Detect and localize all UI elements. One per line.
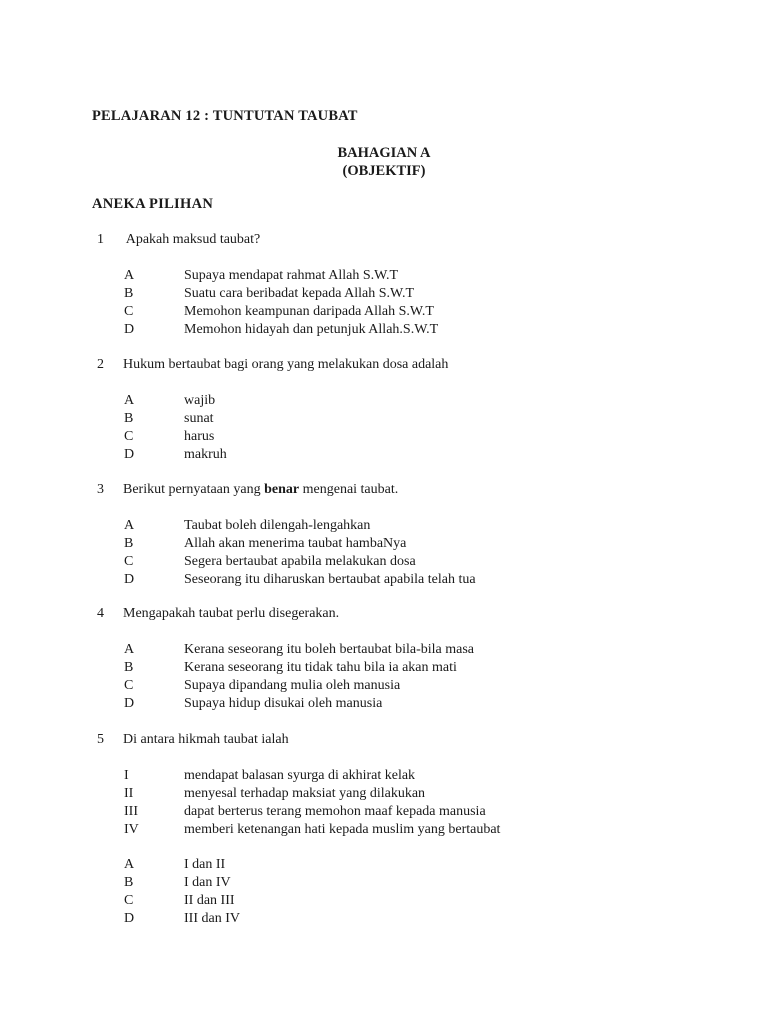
- question-number: 1: [97, 232, 104, 247]
- question-2: [97, 356, 737, 464]
- option-text: Memohon hidayah dan petunjuk Allah.S.W.T: [184, 322, 439, 337]
- option-text: Taubat boleh dilengah-lengahkan: [184, 518, 371, 533]
- question-stem: [97, 231, 737, 249]
- option-label: B: [124, 411, 134, 426]
- question-stem: [97, 356, 737, 374]
- question-number: 4: [97, 606, 104, 621]
- question-emphasis: benar: [264, 482, 300, 497]
- statement-label: III: [124, 804, 138, 819]
- option-label: D: [124, 447, 135, 462]
- option-text: Supaya mendapat rahmat Allah S.W.T: [184, 268, 399, 283]
- option-text: I dan IV: [184, 875, 231, 890]
- option-text: Supaya dipandang mulia oleh manusia: [184, 678, 401, 693]
- option-label: D: [124, 322, 135, 337]
- option-d: [97, 910, 737, 928]
- option-text: III dan IV: [184, 911, 240, 926]
- option-text: Memohon keampunan daripada Allah S.W.T: [184, 304, 434, 319]
- option-text: Seseorang itu diharuskan bertaubat apabila telah tua: [184, 572, 476, 587]
- question-text: Hukum bertaubat bagi orang yang melakukan dosa adalah: [123, 357, 449, 372]
- option-label: C: [124, 893, 134, 908]
- question-number: 5: [97, 732, 104, 747]
- option-a: [97, 392, 737, 410]
- option-b: [97, 874, 737, 892]
- question-stem: [97, 481, 737, 499]
- section-heading: [0, 144, 768, 180]
- option-label: B: [124, 286, 134, 301]
- option-c: [97, 303, 737, 321]
- option-text: wajib: [184, 393, 216, 408]
- option-text: I dan II: [184, 857, 226, 872]
- option-label: D: [124, 572, 135, 587]
- section-name: BAHAGIAN A: [337, 145, 431, 161]
- question-text: Apakah maksud taubat?: [123, 232, 261, 247]
- question-number: 3: [97, 482, 104, 497]
- option-label: A: [124, 642, 135, 657]
- question-text-end: mengenai taubat.: [299, 482, 399, 497]
- option-a: [97, 517, 737, 535]
- option-list: [97, 641, 737, 713]
- option-text: II dan III: [184, 893, 235, 908]
- question-text: Di antara hikmah taubat ialah: [123, 732, 289, 747]
- option-list: [97, 856, 737, 928]
- option-c: [97, 892, 737, 910]
- option-label: C: [124, 429, 134, 444]
- option-b: [97, 535, 737, 553]
- option-text: Segera bertaubat apabila melakukan dosa: [184, 554, 416, 569]
- option-a: [97, 267, 737, 285]
- lesson-title: PELAJARAN 12 : TUNTUTAN TAUBAT: [92, 108, 358, 124]
- option-d: [97, 321, 737, 339]
- option-c: [97, 428, 737, 446]
- statement-i: [97, 767, 737, 785]
- statement-iv: [97, 821, 737, 839]
- option-list: [97, 517, 737, 589]
- option-d: [97, 446, 737, 464]
- option-label: A: [124, 857, 135, 872]
- option-text: Kerana seseorang itu boleh bertaubat bila-bila masa: [184, 642, 474, 657]
- option-b: [97, 659, 737, 677]
- question-stem: [97, 605, 737, 623]
- option-text: harus: [184, 429, 215, 444]
- statement-label: II: [124, 786, 134, 801]
- option-c: [97, 553, 737, 571]
- option-text: sunat: [184, 411, 214, 426]
- question-3: [97, 481, 737, 589]
- option-label: C: [124, 554, 134, 569]
- statement-text: memberi ketenangan hati kepada muslim yang bertaubat: [184, 822, 501, 837]
- option-c: [97, 677, 737, 695]
- option-label: A: [124, 268, 135, 283]
- question-4: [97, 605, 737, 713]
- option-label: B: [124, 875, 134, 890]
- option-text: Allah akan menerima taubat hambaNya: [184, 536, 407, 551]
- option-a: [97, 641, 737, 659]
- question-text: Berikut pernyataan yang: [123, 482, 265, 497]
- statement-iii: [97, 803, 737, 821]
- statement-text: menyesal terhadap maksiat yang dilakukan: [184, 786, 426, 801]
- option-text: Suatu cara beribadat kepada Allah S.W.T: [184, 286, 415, 301]
- statement-label: IV: [124, 822, 139, 837]
- option-label: B: [124, 536, 134, 551]
- option-text: Kerana seseorang itu tidak tahu bila ia akan mati: [184, 660, 457, 675]
- option-label: D: [124, 911, 135, 926]
- option-label: D: [124, 696, 135, 711]
- statement-text: dapat berterus terang memohon maaf kepada manusia: [184, 804, 486, 819]
- option-label: C: [124, 678, 134, 693]
- option-d: [97, 571, 737, 589]
- option-text: Supaya hidup disukai oleh manusia: [184, 696, 383, 711]
- option-label: A: [124, 393, 135, 408]
- question-5: [97, 731, 737, 928]
- statement-list: [97, 767, 737, 839]
- question-text: Mengapakah taubat perlu disegerakan.: [123, 606, 340, 621]
- statement-label: I: [124, 768, 129, 783]
- option-a: [97, 856, 737, 874]
- option-label: B: [124, 660, 134, 675]
- option-list: [97, 267, 737, 339]
- section-type: (OBJEKTIF): [342, 163, 426, 179]
- option-b: [97, 410, 737, 428]
- option-d: [97, 695, 737, 713]
- option-text: makruh: [184, 447, 227, 462]
- question-stem: [97, 731, 737, 749]
- question-1: [97, 231, 737, 339]
- statement-ii: [97, 785, 737, 803]
- option-list: [97, 392, 737, 464]
- question-number: 2: [97, 357, 104, 372]
- option-b: [97, 285, 737, 303]
- statement-text: mendapat balasan syurga di akhirat kelak: [184, 768, 416, 783]
- subsection-heading: ANEKA PILIHAN: [92, 196, 214, 212]
- option-label: A: [124, 518, 135, 533]
- option-label: C: [124, 304, 134, 319]
